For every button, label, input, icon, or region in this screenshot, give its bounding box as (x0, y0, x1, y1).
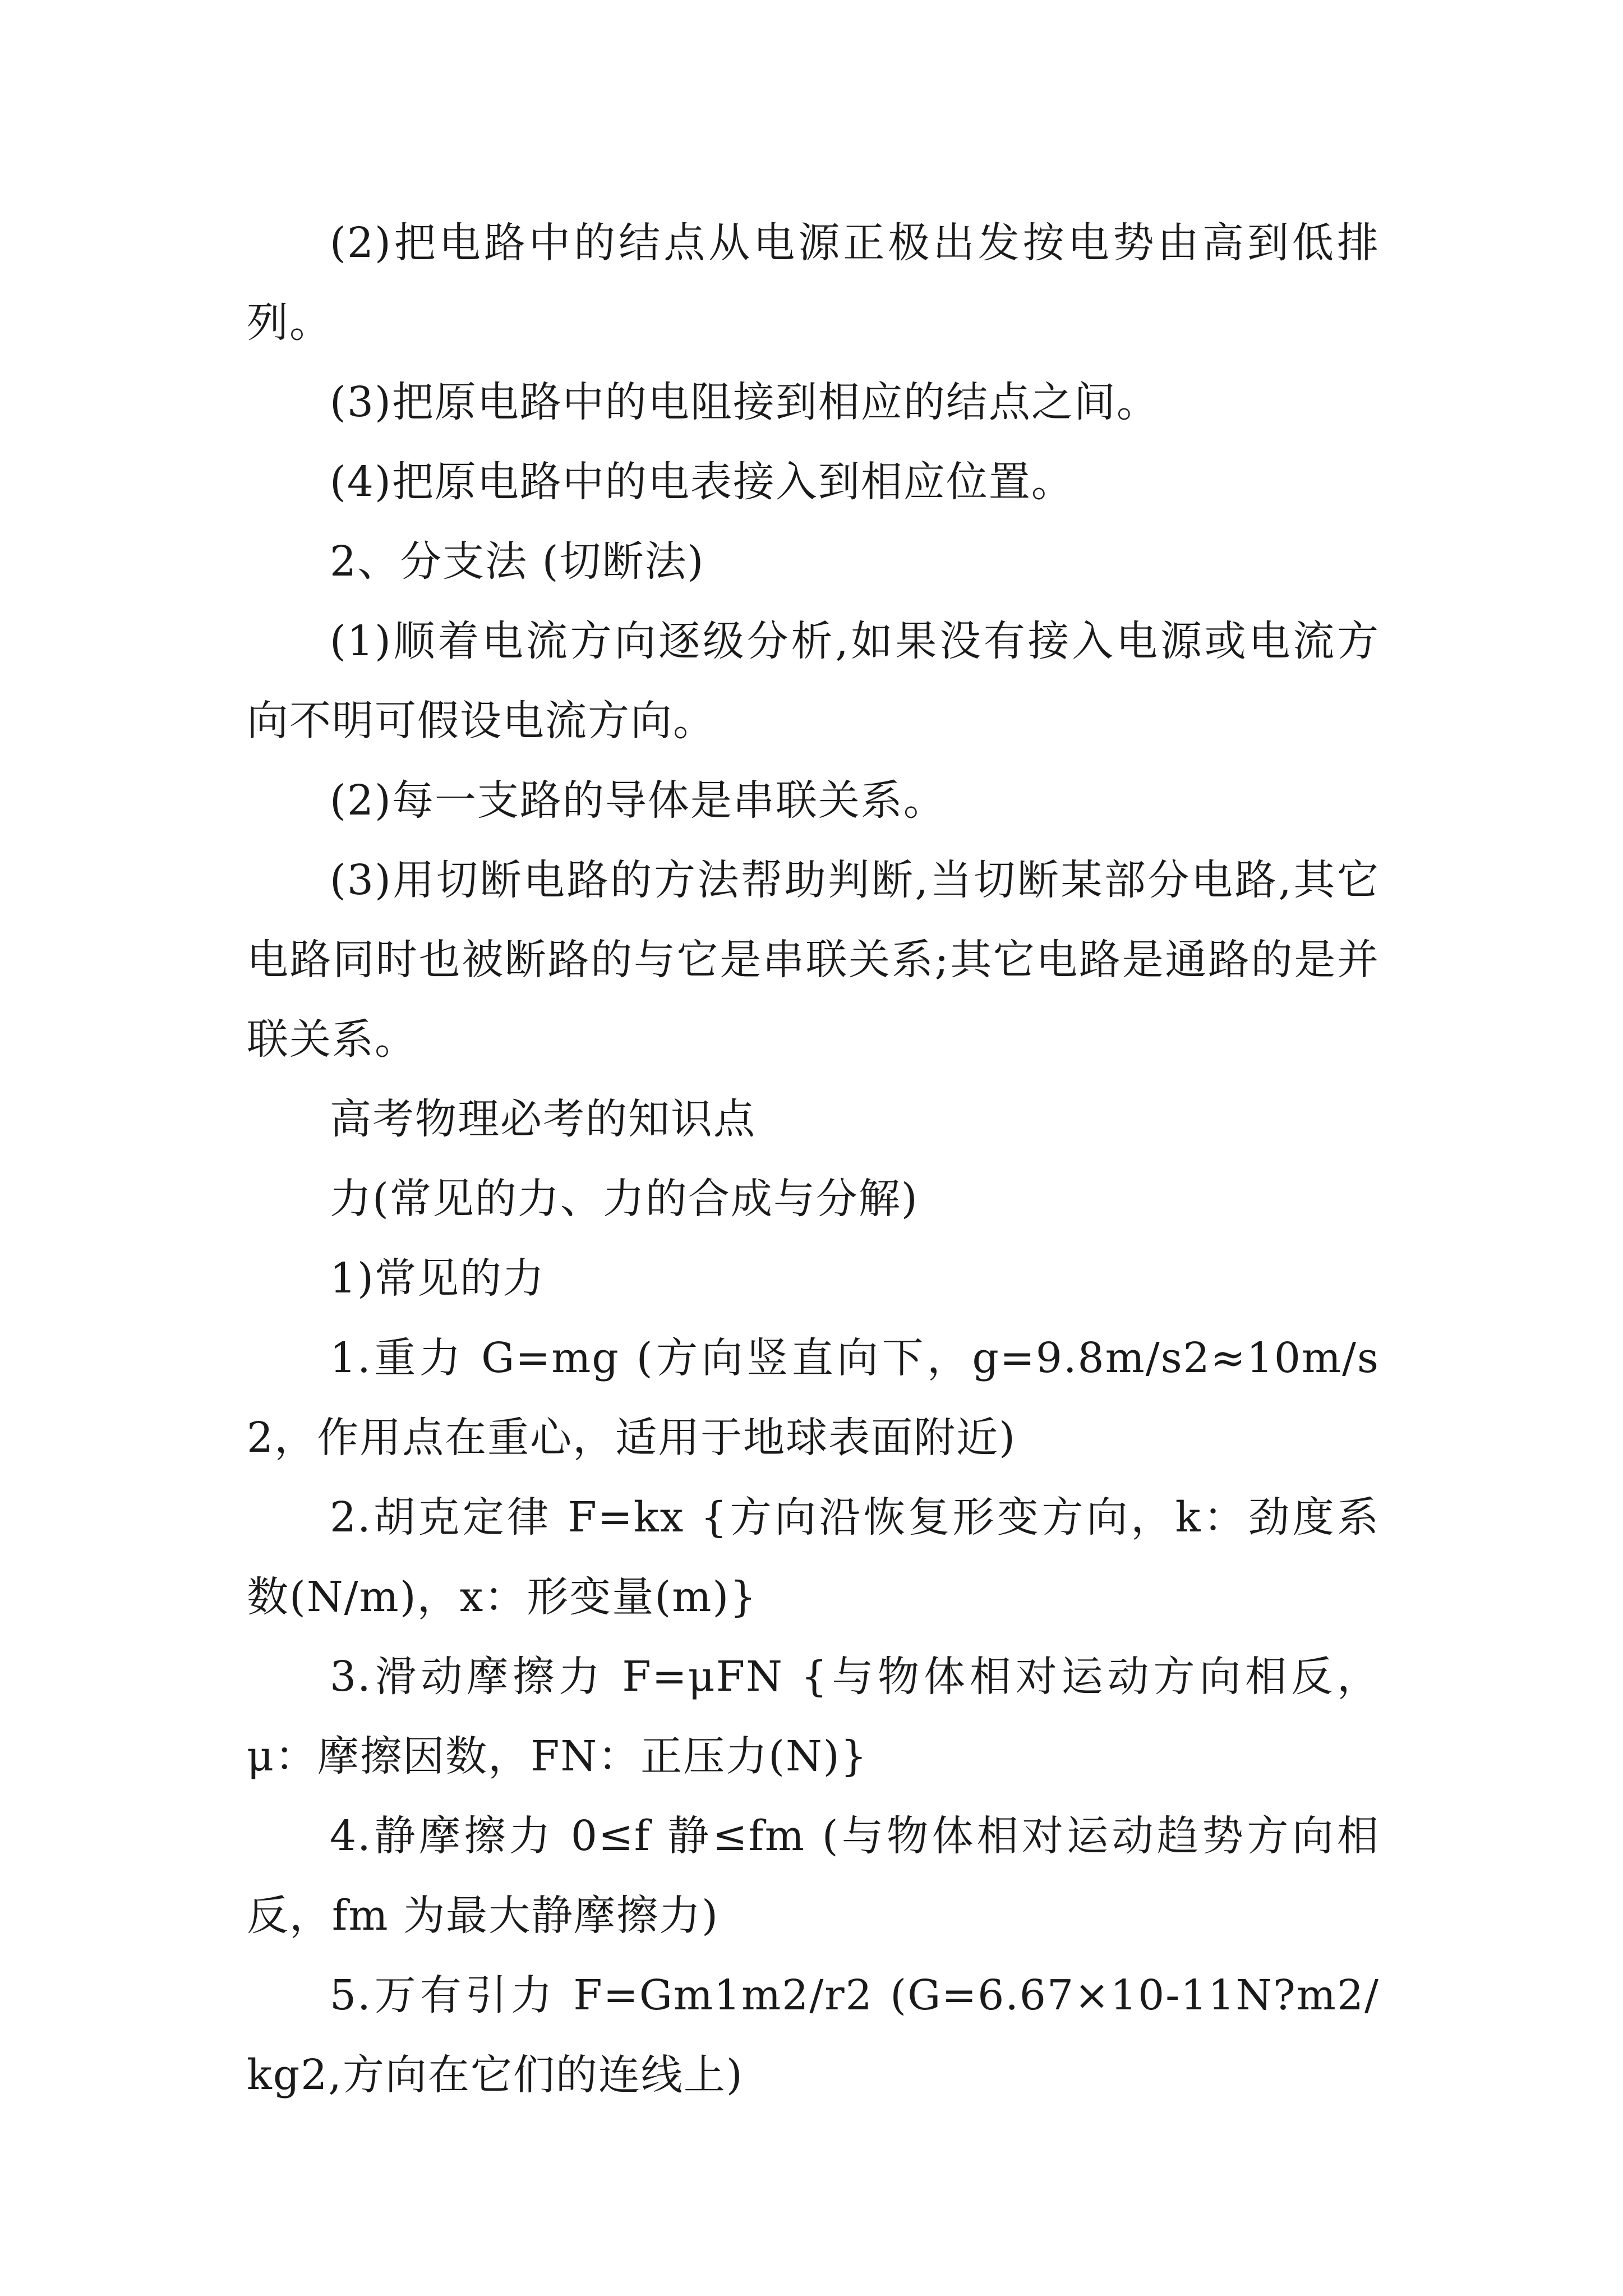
paragraph-node-ordering: (2)把电路中的结点从电源正极出发按电势由高到低排列。 (247, 219, 1380, 347)
section-heading-physics: 高考物理必考的知识点 (330, 1095, 756, 1143)
heading-branch-method: 2、分支法 (切断法) (330, 537, 705, 586)
paragraph-static-friction: 4.静摩擦力 0≤f 静≤fm (与物体相对运动趋势方向相反，fm 为最大静摩擦力) (247, 1812, 1380, 1940)
paragraph-sliding-friction: 3.滑动摩擦力 F=μFN {与物体相对运动方向相反， μ：摩擦因数，FN：正压力(N)} (247, 1653, 1380, 1780)
subheading-common-forces: 1)常见的力 (330, 1254, 545, 1303)
paragraph-cut-circuit: (3)用切断电路的方法帮助判断,当切断某部分电路,其它电路同时也被断路的与它是串联关系;其它电路是通路的是并联关系。 (247, 856, 1380, 1064)
paragraph-meter-placement: (4)把原电路中的电表接入到相应位置。 (330, 458, 1074, 506)
paragraph-current-direction: (1)顺着电流方向逐级分析,如果没有接入电源或电流方向不明可假设电流方向。 (247, 617, 1380, 745)
paragraph-gravity: 1.重力 G=mg (方向竖直向下，g=9.8m/s2≈10m/s2，作用点在重心，适用于地球表面附近) (247, 1334, 1380, 1462)
section-heading-force: 力(常见的力、力的合成与分解) (330, 1175, 919, 1223)
paragraph-branch-series: (2)每一支路的导体是串联关系。 (330, 776, 946, 825)
paragraph-gravitation: 5.万有引力 F=Gm1m2/r2 (G=6.67×10-11N?m2/kg2,方向在它们的连线上) (247, 1971, 1380, 2099)
document-body (247, 203, 1380, 2115)
paragraph-resistor-placement: (3)把原电路中的电阻接到相应的结点之间。 (330, 378, 1159, 426)
paragraph-hooke-law: 2.胡克定律 F=kx {方向沿恢复形变方向，k：劲度系数(N/m)，x：形变量(m)} (247, 1493, 1380, 1621)
